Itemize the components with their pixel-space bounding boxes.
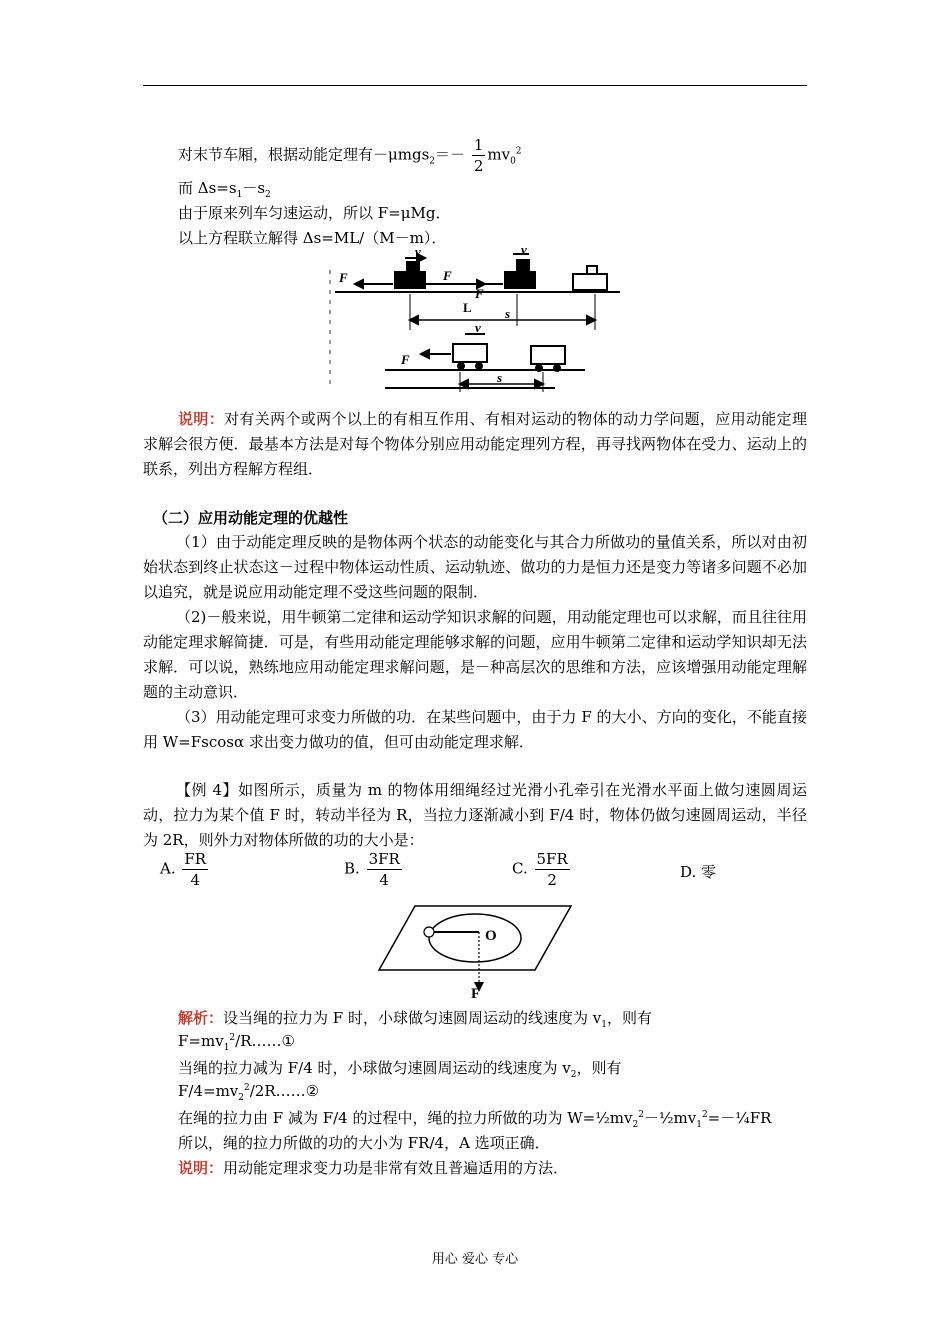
paragraph-3: （3）用动能定理可求变力所做的功．在某些问题中，由于力 F 的大小、方向的变化，不能直接用 W=Fscosα 求出变力做功的值，但可由动能定理求解． bbox=[143, 708, 807, 751]
fraction-half: $\frac{1}{2}$ bbox=[473, 136, 484, 175]
note-1: 说明：对有关两个或两个以上的有相互作用、有相对运动的物体的动力学问题，应用动能定理求解会很方便．最基本方法是对每个物体分别应用动能定理列方程，再寻找两物体在受力、运动上的联系，列出方程解方程组． bbox=[143, 410, 807, 478]
solution-line-6: 所以，绳的拉力所做的功的大小为 FR/4，A 选项正确． bbox=[178, 1134, 550, 1152]
solution-line-4: $F/4=mv_2^2/2R\dots\dots ②$ bbox=[178, 1082, 320, 1103]
label-O: O bbox=[485, 928, 497, 944]
section-title-2: （二）应用动能定理的优越性 bbox=[153, 509, 349, 527]
paragraph-1: （1）由于动能定理反映的是物体两个状态的动能变化与其合力所做功的量值关系，所以对由初始状态到终止状态这－过程中物体运动性质、运动轨迹、做功的力是恒力还是变力等诸多问题不必加以追究，就是说应用动能定理不受这些问题的限制． bbox=[143, 533, 807, 601]
note-label: 说明： bbox=[178, 410, 225, 428]
text-line-4: 以上方程联立解得 Δs=ML/（M－m）． bbox=[178, 229, 447, 247]
label-F2: F bbox=[401, 352, 410, 367]
label-F: F bbox=[443, 268, 452, 283]
option-c: C. $\frac{5FR}{2}$ bbox=[512, 850, 568, 889]
label-v0: v bbox=[415, 244, 421, 259]
label-F: F bbox=[471, 986, 481, 1002]
note-2: 说明：用动能定理求变力功是非常有效且普遍适用的方法． bbox=[178, 1159, 569, 1177]
equation-line-2: 而 $\Delta s=s_1-s_2$ bbox=[178, 179, 271, 200]
option-a: A. $\frac{FR}{4}$ bbox=[160, 850, 207, 889]
solution-line-2: $F=mv_1^2/R\dots\dots ①$ bbox=[178, 1032, 295, 1053]
equation-line-1: 对末节车厢，根据动能定理有－μmgs$_2$＝－ $\frac{1}{2}$ $mv_0^2$ bbox=[178, 136, 522, 175]
figure-train-cars bbox=[325, 242, 625, 398]
solution-line-1: 解析：设当绳的拉力为 F 时，小球做匀速圆周运动的线速度为 $v_1$，则有 bbox=[178, 1009, 652, 1030]
text-line-3: 由于原来列车匀速运动，所以 F=μMg． bbox=[178, 204, 451, 222]
figure-circular-motion bbox=[375, 902, 575, 1002]
header-rule bbox=[143, 85, 807, 86]
solution-line-5: 在绳的拉力由 F 减为 F/4 的过程中，绳的拉力所做的功为 $W=\frac{1}{2}mv_2^2-\frac{1}{2}mv_1^2=-\frac{1}{4}FR$ bbox=[178, 1109, 772, 1130]
label-s1: s bbox=[505, 306, 511, 321]
option-b: B. $\frac{3FR}{4}$ bbox=[344, 850, 400, 889]
label-v: v bbox=[521, 242, 527, 257]
label-v0-bottom: v bbox=[475, 320, 481, 335]
solution-line-3: 当绳的拉力减为 F/4 时，小球做匀速圆周运动的线速度为 $v_2$，则有 bbox=[178, 1059, 622, 1080]
label-s2: s bbox=[497, 370, 503, 385]
label-Ff: F bbox=[475, 286, 484, 301]
page-footer: 用心 爱心 专心 bbox=[431, 1252, 519, 1267]
paragraph-2: （2)－般来说，用牛顿第二定律和运动学知识求解的问题，用动能定理也可以求解，而且往往用动能定理求解简捷．可是，有些用动能定理能够求解的问题，应用牛顿第二定律和运动学知识却无法求解．可以说，熟练地应用动能定理求解问题，是－种高层次的思维和方法，应该增强用动能定理解题的主动意识． bbox=[143, 608, 807, 701]
option-d: D. 零 bbox=[680, 863, 717, 881]
label-L: L bbox=[463, 300, 472, 315]
example-4: 【例 4】如图所示，质量为 m 的物体用细绳经过光滑小孔牵引在光滑水平面上做匀速圆周运动，拉力为某个值 F 时，转动半径为 R，当拉力逐渐减小到 F/4 时，物体仍做匀速圆周运动，半径为 2R，则外力对物体所做的功的大小是： bbox=[143, 781, 807, 849]
label-F1: F bbox=[339, 270, 348, 285]
